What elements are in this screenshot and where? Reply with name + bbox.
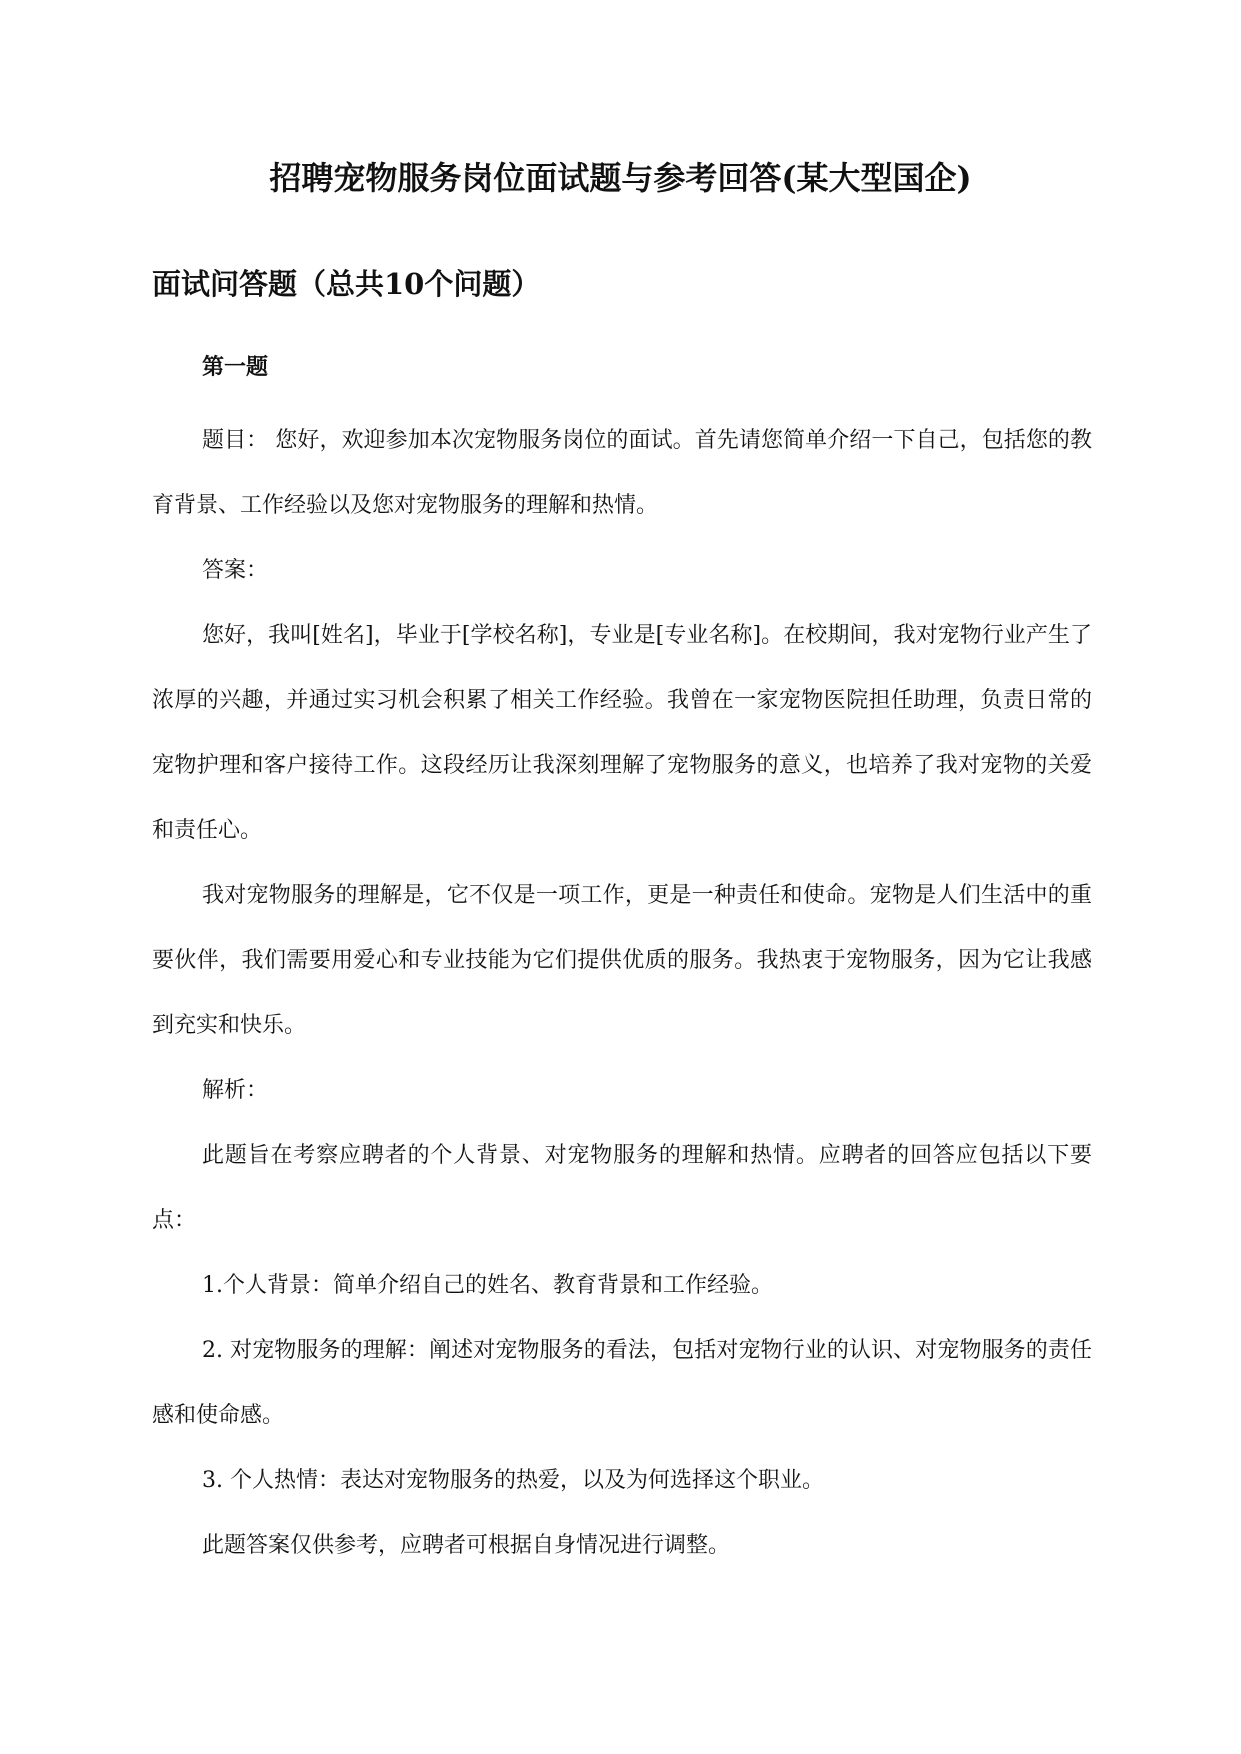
reference-note: 此题答案仅供参考，应聘者可根据自身情况进行调整。 bbox=[202, 1533, 731, 1558]
answer-paragraph-1: 您好，我叫[姓名]，毕业于[学校名称]，专业是[专业名称]。在校期间，我对宠物行业产生了浓厚的兴趣，并通过实习机会积累了相关工作经验。我曾在一家宠物医院担任助理，负责日常的宠物护理和客户接待工作。这段经历让我深刻理解了宠物服务的意义，也培养了我对宠物的关爱和责任心。 bbox=[152, 623, 1092, 843]
document-title: 招聘宠物服务岗位面试题与参考回答(某大型国企) bbox=[269, 159, 972, 197]
analysis-point-3: 3. 个人热情：表达对宠物服务的热爱，以及为何选择这个职业。 bbox=[202, 1468, 824, 1493]
analysis-intro: 此题旨在考察应聘者的个人背景、对宠物服务的理解和热情。应聘者的回答应包括以下要点： bbox=[152, 1143, 1092, 1233]
question-body bbox=[152, 408, 1092, 1578]
question-heading: 第一题 bbox=[202, 354, 269, 380]
answer-paragraph-2: 我对宠物服务的理解是，它不仅是一项工作，更是一种责任和使命。宠物是人们生活中的重要伙伴，我们需要用爱心和专业技能为它们提供优质的服务。我热衷于宠物服务，因为它让我感到充实和快乐。 bbox=[152, 883, 1092, 1038]
section-heading: 面试问答题（总共10个问题） bbox=[152, 267, 541, 301]
answer-label: 答案： bbox=[202, 558, 269, 583]
analysis-point-1: 1.个人背景：简单介绍自己的姓名、教育背景和工作经验。 bbox=[202, 1273, 773, 1298]
analysis-label: 解析： bbox=[202, 1078, 269, 1103]
question-prompt: 题目： 您好，欢迎参加本次宠物服务岗位的面试。首先请您简单介绍一下自己，包括您的教育背景、工作经验以及您对宠物服务的理解和热情。 bbox=[152, 428, 1092, 518]
analysis-point-2: 2. 对宠物服务的理解：阐述对宠物服务的看法，包括对宠物行业的认识、对宠物服务的责任感和使命感。 bbox=[152, 1338, 1092, 1428]
